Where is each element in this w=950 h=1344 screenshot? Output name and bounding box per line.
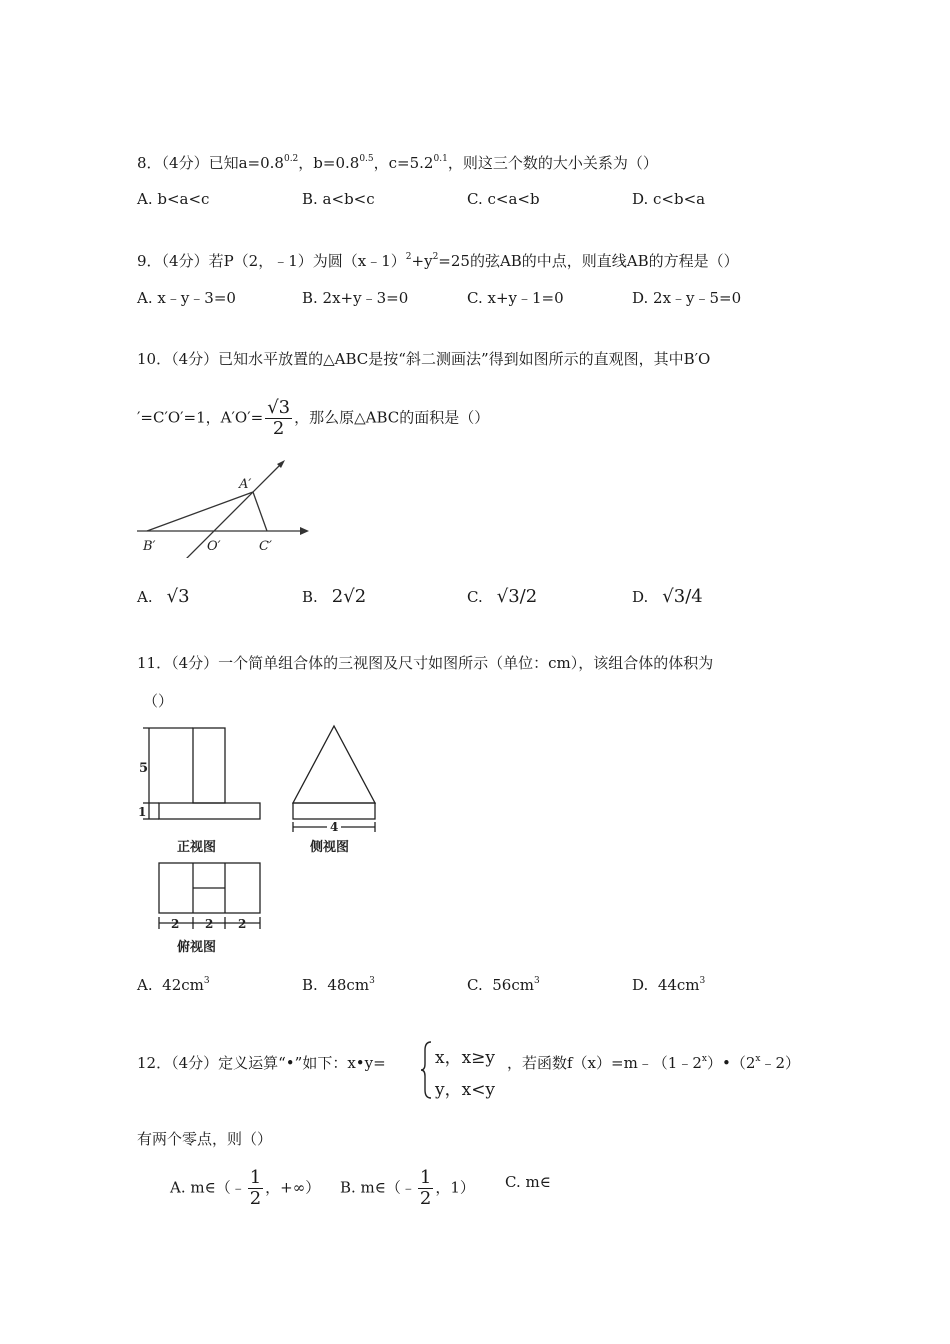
top-view-title: 俯视图 — [177, 940, 217, 955]
piecewise-brace — [420, 1040, 434, 1100]
q10-option-b: B. 2√2 — [302, 586, 367, 607]
q8-stem: 8．（4分）已知$a=0.8^{0.2}$，$b=0.8^{0.5}$，$c=5.2^{0.1}$，则这三个数的大小关系为（） — [137, 154, 658, 172]
q8-option-d: D. c<b<a — [632, 190, 706, 208]
q11-stem-line1: 11．（4分）一个简单组合体的三视图及尺寸如图所示（单位：cm），该组合体的体积为 — [137, 654, 714, 672]
fraction-one-half-b: $\frac{1}{2}$ — [419, 1167, 432, 1209]
label-a-prime: A′ — [239, 477, 252, 492]
three-view-figure — [135, 718, 395, 963]
q11-stem-line2: （） — [143, 692, 174, 710]
front-view-pillar — [193, 728, 225, 803]
dim-label-4: 4 — [330, 820, 339, 834]
side-a-c — [253, 492, 267, 531]
q11-option-c: C. $56cm^3$ — [467, 976, 540, 994]
q10-option-c: C. √3/2 — [467, 586, 538, 607]
piecewise-case-1: x，x≥y — [435, 1048, 496, 1068]
q12-stem-a: 12．（4分）定义运算“•”如下：x•y= — [137, 1054, 386, 1072]
front-view-base — [159, 803, 260, 819]
q9-option-d: D. 2x﹣y﹣5=0 — [632, 289, 742, 307]
fraction-sqrt3-over-2: $\frac{√3}{2}$ — [267, 397, 291, 439]
dim-label-5: 5 — [139, 761, 149, 776]
label-c-prime: C′ — [259, 539, 272, 554]
q12-stem-b: ，若函数$f(x)=m﹣(1﹣2^x)•(2^x﹣2)$ — [507, 1054, 801, 1072]
q9-option-a: A. x﹣y﹣3=0 — [137, 289, 236, 307]
q9-stem: 9．（4分）若P（2，﹣1）为圆$(x﹣1)^2+y^2=25$的弦AB的中点，则直线AB的方程是（） — [137, 252, 739, 270]
q12-option-b: B. m∈（﹣ $\frac{1}{2}$ ，1） — [340, 1167, 475, 1209]
q12-option-a: A. m∈（﹣ $\frac{1}{2}$ ，+∞） — [170, 1167, 321, 1209]
piecewise-case-2: y，x<y — [435, 1080, 496, 1100]
q12-stem-line2: 有两个零点，则（） — [137, 1130, 273, 1148]
q10-stem-line1: 10．（4分）已知水平放置的△ABC是按“斜二测画法”得到如图所示的直观图，其中B′O — [137, 350, 711, 368]
side-view-base — [293, 803, 375, 819]
label-o-prime: O′ — [207, 539, 221, 554]
fraction-one-half-a: $\frac{1}{2}$ — [249, 1167, 262, 1209]
q9-option-c: C. x+y﹣1=0 — [467, 289, 564, 307]
dim-label-2a: 2 — [171, 917, 180, 931]
q10-option-a: A. √3 — [137, 586, 190, 607]
q12-option-c: C. m∈ — [505, 1173, 551, 1191]
q9-option-b: B. 2x+y﹣3=0 — [302, 289, 409, 307]
q11-option-a: A. $42cm^3$ — [137, 976, 210, 994]
label-b-prime: B′ — [143, 539, 156, 554]
dim-label-2b: 2 — [205, 917, 214, 931]
dim-label-2c: 2 — [238, 917, 247, 931]
side-view-title: 侧视图 — [310, 840, 350, 855]
q8-option-a: A. b<a<c — [137, 190, 210, 208]
oblique-triangle-figure — [135, 458, 315, 558]
side-b-a — [147, 492, 253, 531]
q10-stem-line2: ′=C′O′=1，A′O′= $\frac{√3}{2}$ ，那么原△ABC的面积是（） — [137, 397, 490, 439]
q11-option-b: B. $48cm^3$ — [302, 976, 375, 994]
q11-option-d: D. $44cm^3$ — [632, 976, 706, 994]
dim-label-1: 1 — [138, 805, 147, 819]
q8-option-c: C. c<a<b — [467, 190, 540, 208]
q8-option-b: B. a<b<c — [302, 190, 375, 208]
side-view-triangle — [293, 726, 375, 803]
x-axis-arrow — [300, 527, 309, 535]
front-view-title: 正视图 — [177, 840, 217, 855]
q10-option-d: D. √3/4 — [632, 586, 703, 607]
